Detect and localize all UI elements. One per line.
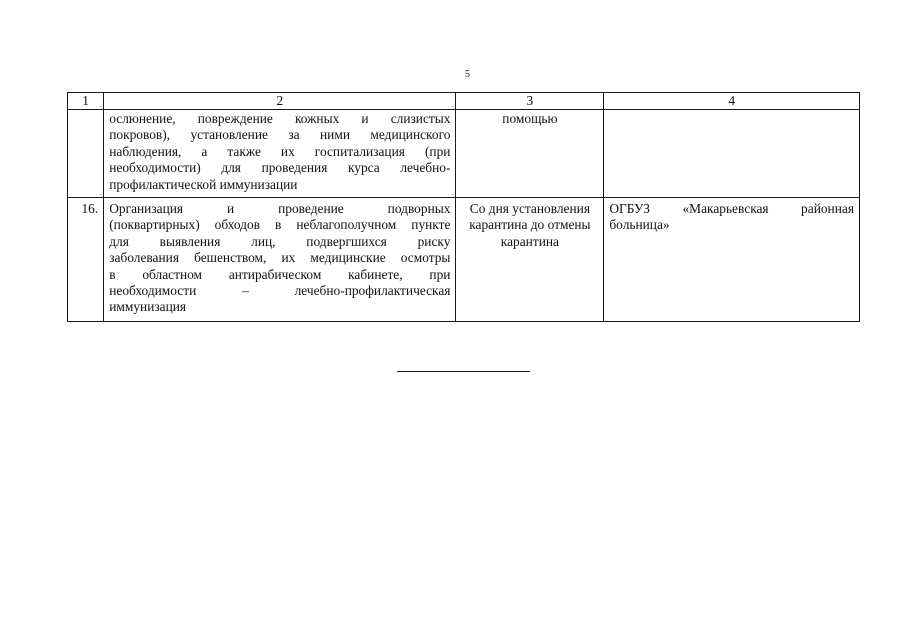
text-line: Со дня установления — [469, 201, 590, 216]
table-row — [68, 198, 860, 322]
measure-responsible — [604, 198, 860, 322]
measure-deadline — [456, 198, 604, 322]
table-row — [68, 110, 860, 198]
text-line: необходимости – лечебно-профилактическая — [109, 283, 451, 299]
header-cell-1: 1 — [68, 93, 104, 110]
text-line: наблюдения, а также их госпитализация (при — [109, 143, 451, 159]
measure-responsible — [604, 110, 860, 198]
measure-description — [104, 198, 456, 322]
measure-deadline — [456, 110, 604, 198]
text-line: помощью — [502, 111, 558, 126]
text-line: иммунизация — [109, 299, 187, 315]
measures-table — [67, 92, 860, 322]
text-line: ОГБУЗ «Макарьевская районная — [609, 201, 854, 216]
row-number: 16. — [68, 198, 104, 322]
text-line: для выявления лиц, подвергшихся риску — [109, 233, 451, 249]
text-line: заболевания бешенством, их медицинские осмотры — [109, 250, 451, 266]
text-line: ослюнение, повреждение кожных и слизистых — [109, 111, 451, 126]
row-number — [68, 110, 104, 198]
text-line: карантина — [500, 233, 559, 249]
table-header-row — [68, 93, 860, 110]
text-line: покровов), установление за ними медицинского — [109, 127, 451, 143]
measure-description — [104, 110, 456, 198]
text-line: (поквартирных) обходов в неблагополучном пункте — [109, 217, 451, 233]
closing-rule — [397, 371, 530, 372]
page-number: 5 — [465, 69, 470, 80]
header-cell-2: 2 — [104, 93, 456, 110]
text-line: профилактической иммунизации — [109, 176, 298, 192]
header-cell-4: 4 — [604, 93, 860, 110]
text-line: в областном антирабическом кабинете, при — [109, 266, 451, 282]
text-line: Организация и проведение подворных — [109, 201, 451, 216]
text-line: больница» — [609, 217, 670, 233]
header-cell-3: 3 — [456, 93, 604, 110]
text-line: карантина до отмены — [469, 217, 591, 233]
text-line: необходимости) для проведения курса лечебно- — [109, 160, 451, 176]
